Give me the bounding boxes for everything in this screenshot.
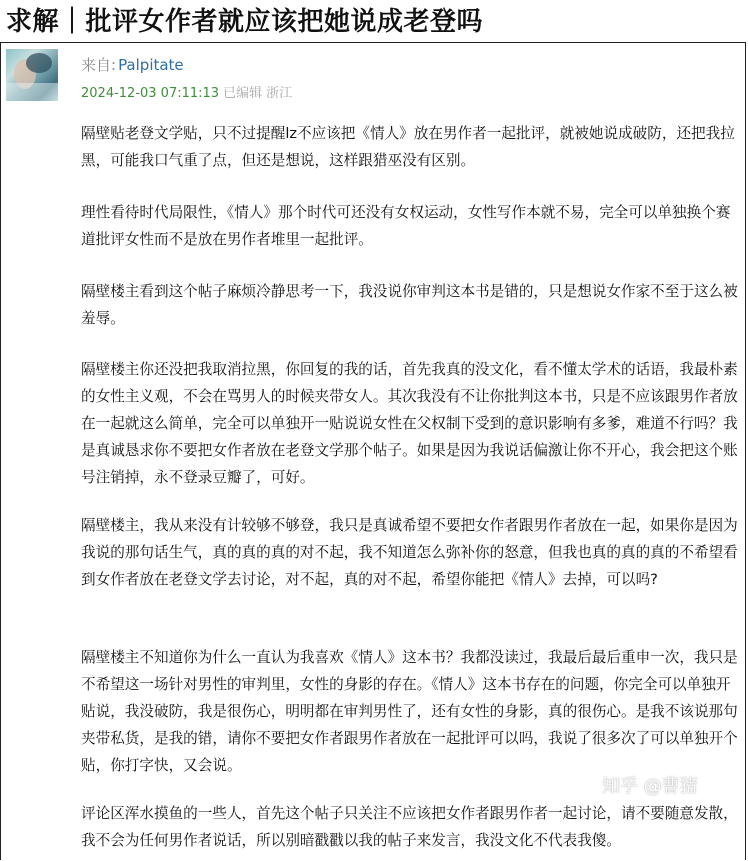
avatar[interactable] xyxy=(6,49,58,101)
author-line xyxy=(81,55,184,75)
post-location: 浙江 xyxy=(266,86,293,101)
watermark: 知乎 @曹猪 xyxy=(602,776,698,797)
post-paragraph: 隔壁楼主你还没把我取消拉黑，你回复的我的话，首先我真的没文化，看不懂太学术的话语，我最朴素的女性主义观，不会在骂男人的时候夹带女人。其次我没有不让你批判这本书，只是不应该跟男作者放在一起就这么简单，完全可以单独开一贴说说女性在父权制下受到的意识影响有多爹，难道不行吗？我是真诚恳求你不要把女作者放在老登文学那个帖子。如果是因为我说话偏激让你不开心，我会把这个账号注销掉，永不登录豆瓣了，可好。 xyxy=(81,361,738,486)
edited-badge: 已编辑 xyxy=(223,86,263,101)
post-panel xyxy=(0,42,746,860)
author-link[interactable]: Palpitate xyxy=(118,56,184,74)
post-title: 求解｜批评女作者就应该把她说成老登吗 xyxy=(6,7,484,37)
post-paragraph: 理性看待时代局限性，《情人》那个时代可还没有女权运动，女性写作本就不易，完全可以单独换个赛道批评女性而不是放在男作者堆里一起批评。 xyxy=(81,204,731,248)
post-paragraph: 隔壁贴老登文学贴，只不过提醒lz不应该把《情人》放在男作者一起批评，就被她说成破防，还把我拉黑，可能我口气重了点，但还是想说，这样跟猎巫没有区别。 xyxy=(81,125,735,169)
from-label: 来自: xyxy=(81,56,117,74)
post-meta xyxy=(81,85,292,103)
post-paragraph: 隔壁楼主，我从来没有计较够不够登，我只是真诚希望不要把女作者跟男作者放在一起，如果你是因为我说的那句话生气，真的真的真的对不起，我不知道怎么弥补你的怒意，但我也真的真的真的不希望看到女作者放在老登文学去讨论，对不起，真的对不起，希望你能把《情人》去掉，可以吗? xyxy=(81,517,738,588)
post-paragraph: 评论区浑水摸鱼的一些人，首先这个帖子只关注不应该把女作者跟男作者一起讨论，请不要随意发散，我不会为任何男作者说话，所以别暗戳戳以我的帖子来发言，我没文化不代表我傻。 xyxy=(81,805,738,849)
post-paragraph: 隔壁楼主不知道你为什么一直认为我喜欢《情人》这本书？我都没读过，我最后最后重申一次，我只是不希望这一场针对男性的审判里，女性的身影的存在。《情人》这本书存在的问题，你完全可以单独开贴说，我没破防，我是很伤心，明明都在审判男性了，还有女性的身影，真的很伤心。是我不该说那句夹带私货，是我的错，请你不要把女作者跟男作者放在一起批评可以吗，我说了很多次了可以单独开个贴，你打字快，又会说。 xyxy=(81,649,738,774)
post-paragraph: 隔壁楼主看到这个帖子麻烦冷静思考一下，我没说你审判这本书是错的，只是想说女作家不至于这么被羞辱。 xyxy=(81,283,738,327)
post-timestamp: 2024-12-03 07:11:13 xyxy=(81,86,220,101)
